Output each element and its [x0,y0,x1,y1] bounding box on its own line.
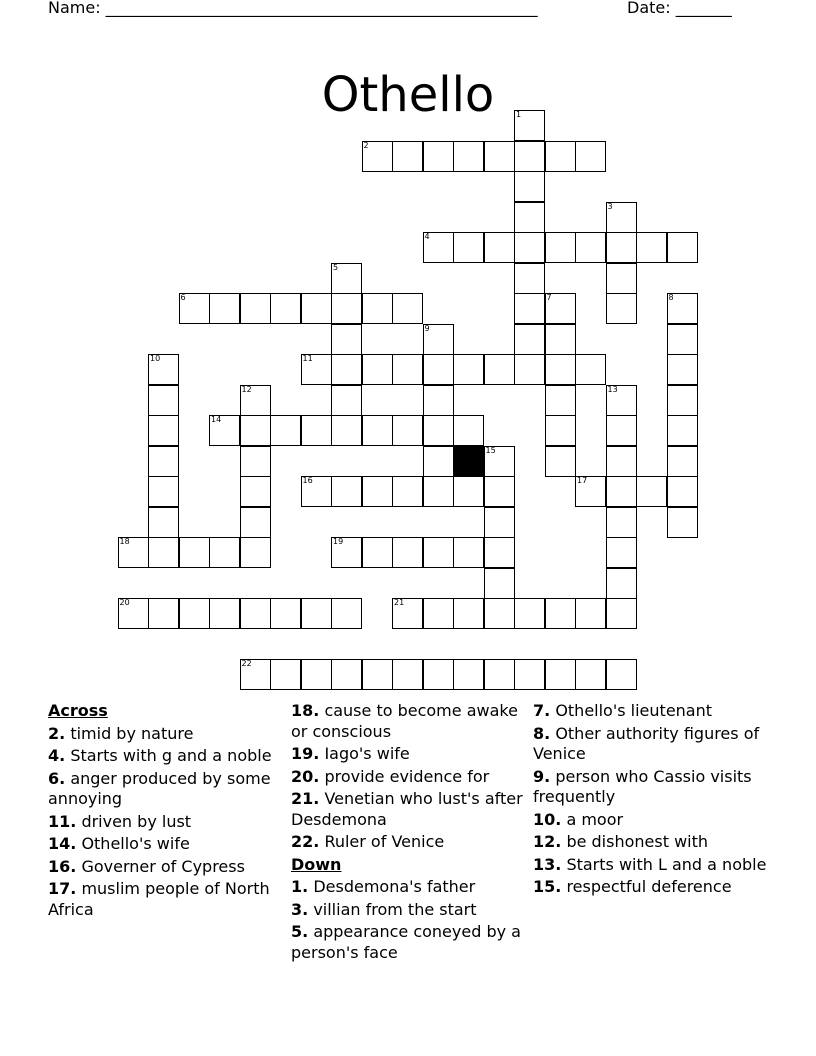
answer-square[interactable] [240,446,271,477]
blocked-square [453,446,484,477]
answer-square[interactable] [148,354,179,385]
answer-square[interactable] [545,385,576,416]
answer-square[interactable] [453,141,484,172]
clue-number: 8 [668,293,674,302]
answer-square[interactable] [423,446,454,477]
answer-square[interactable] [545,415,576,446]
answer-square[interactable] [514,293,545,324]
answer-square[interactable] [606,263,637,294]
answer-square[interactable] [179,293,210,324]
answer-square[interactable] [270,415,301,446]
answer-square[interactable] [606,537,637,568]
answer-square[interactable] [606,202,637,233]
answer-square[interactable] [545,293,576,324]
answer-square[interactable] [362,293,393,324]
answer-square[interactable] [667,476,698,507]
answer-square[interactable] [514,659,545,690]
answer-square[interactable] [667,507,698,538]
clue-column-1 [48,701,280,922]
answer-square[interactable] [606,598,637,629]
answer-square[interactable] [301,598,332,629]
clue-across-19: 19. Iago's wife [291,744,410,763]
answer-square[interactable] [423,415,454,446]
answer-square[interactable] [392,476,423,507]
clue-across-11: 11. driven by lust [48,811,192,831]
clue-number: 11 [302,354,313,363]
answer-square[interactable] [331,385,362,416]
answer-square[interactable] [148,598,179,629]
answer-square[interactable] [575,476,606,507]
answer-square[interactable] [270,293,301,324]
answer-square[interactable] [392,537,423,568]
clue-number: 18 [119,537,130,546]
answer-square[interactable] [301,476,332,507]
answer-square[interactable] [301,354,332,385]
answer-square[interactable] [118,537,149,568]
down-heading: Down [291,854,342,874]
answer-square[interactable] [240,476,271,507]
clue-number: 5 [333,262,339,272]
clue-number: 10 [150,354,161,363]
clue-number: 17 [577,476,588,485]
answer-square[interactable] [484,141,515,172]
answer-square[interactable] [453,354,484,385]
answer-square[interactable] [240,507,271,538]
answer-square[interactable] [240,415,271,446]
answer-square[interactable] [331,476,362,507]
answer-square[interactable] [240,659,271,690]
answer-square[interactable] [575,354,606,385]
clue-down-10: 10. a moor [533,809,624,829]
clue-column-3 [533,701,773,900]
answer-square[interactable] [514,232,545,263]
answer-square[interactable] [606,476,637,507]
answer-square[interactable] [575,598,606,629]
answer-square[interactable] [667,232,698,263]
answer-square[interactable] [545,232,576,263]
answer-square[interactable] [362,354,393,385]
answer-square[interactable] [331,659,362,690]
answer-square[interactable] [606,232,637,263]
answer-square[interactable] [423,354,454,385]
clue-down-7: 7. Othello's lieutenant [533,701,713,720]
answer-square[interactable] [514,324,545,355]
clue-down-3: 3. villian from the start [291,899,477,919]
clue-across-21: 21. Venetian who lust's after Desdemona [291,789,523,829]
answer-square[interactable] [545,324,576,355]
answer-square[interactable] [484,537,515,568]
answer-square[interactable] [606,446,637,477]
clue-number: 21 [394,598,405,607]
clue-across-6: 6. anger produced by some annoying [48,768,271,808]
puzzle-title: Othello [321,67,495,124]
answer-square[interactable] [453,415,484,446]
answer-square[interactable] [514,171,545,202]
clue-number: 22 [241,659,252,668]
clue-number: 14 [211,415,222,424]
answer-square[interactable] [453,476,484,507]
answer-square[interactable] [423,324,454,355]
answer-square[interactable] [453,537,484,568]
answer-square[interactable] [301,415,332,446]
answer-square[interactable] [514,598,545,629]
answer-square[interactable] [514,263,545,294]
answer-square[interactable] [575,232,606,263]
answer-square[interactable] [484,446,515,477]
answer-square[interactable] [240,293,271,324]
answer-square[interactable] [423,232,454,263]
answer-square[interactable] [636,476,667,507]
answer-square[interactable] [575,141,606,172]
clue-down-1: 1. Desdemona's father [291,877,476,896]
answer-square[interactable] [392,141,423,172]
answer-square[interactable] [362,537,393,568]
answer-square[interactable] [392,354,423,385]
answer-square[interactable] [331,293,362,324]
answer-square[interactable] [636,232,667,263]
answer-square[interactable] [392,415,423,446]
answer-square[interactable] [331,537,362,568]
clue-down-9: 9. person who Cassio visits frequently [533,766,752,806]
answer-square[interactable] [331,324,362,355]
answer-square[interactable] [484,354,515,385]
clue-across-16: 16. Governer of Cypress [48,856,245,876]
clue-across-22: 22. Ruler of Venice [291,832,445,851]
answer-square[interactable] [240,537,271,568]
answer-square[interactable] [514,202,545,233]
answer-square[interactable] [148,385,179,416]
answer-square[interactable] [423,476,454,507]
answer-square[interactable] [484,476,515,507]
answer-square[interactable] [240,385,271,416]
answer-square[interactable] [453,659,484,690]
clue-column-2 [291,701,523,965]
answer-square[interactable] [209,415,240,446]
clue-across-18: 18. cause to become awake or conscious [291,701,518,741]
across-heading: Across [48,701,108,720]
answer-square[interactable] [362,659,393,690]
answer-square[interactable] [606,415,637,446]
answer-square[interactable] [423,537,454,568]
answer-square[interactable] [606,385,637,416]
answer-square[interactable] [148,415,179,446]
answer-square[interactable] [423,141,454,172]
clue-down-13: 13. Starts with L and a noble [533,854,767,874]
answer-square[interactable] [484,598,515,629]
answer-square[interactable] [209,598,240,629]
clue-number: 1 [516,110,522,119]
answer-square[interactable] [545,354,576,385]
clue-across-17: 17. muslim people of North Africa [48,879,270,919]
clue-number: 3 [607,201,613,211]
name-field-label: Name: ______________________________________________________ [48,0,538,17]
answer-square[interactable] [484,568,515,599]
answer-square[interactable] [148,476,179,507]
answer-square[interactable] [667,324,698,355]
answer-square[interactable] [484,659,515,690]
date-field-label: Date: _______ [627,0,732,17]
clue-number: 6 [180,293,186,302]
answer-square[interactable] [423,385,454,416]
answer-square[interactable] [453,232,484,263]
answer-square[interactable] [331,354,362,385]
answer-square[interactable] [240,598,271,629]
answer-square[interactable] [179,537,210,568]
clue-number: 19 [333,537,344,546]
clue-number: 20 [119,598,130,607]
clue-across-2: 2. timid by nature [48,723,194,743]
answer-square[interactable] [362,415,393,446]
answer-square[interactable] [667,354,698,385]
clue-across-4: 4. Starts with g and a noble [48,746,272,765]
answer-square[interactable] [362,476,393,507]
answer-square[interactable] [484,232,515,263]
answer-square[interactable] [118,598,149,629]
answer-square[interactable] [331,598,362,629]
answer-square[interactable] [331,263,362,294]
answer-square[interactable] [545,598,576,629]
answer-square[interactable] [270,598,301,629]
answer-square[interactable] [453,598,484,629]
answer-square[interactable] [667,293,698,324]
answer-square[interactable] [606,659,637,690]
answer-square[interactable] [423,598,454,629]
clue-down-15: 15. respectful deference [533,877,732,896]
answer-square[interactable] [484,507,515,538]
clue-down-5: 5. appearance coneyed by a person's face [291,922,521,962]
answer-square[interactable] [606,293,637,324]
answer-square[interactable] [392,659,423,690]
answer-square[interactable] [270,659,301,690]
clue-number: 7 [546,293,552,302]
answer-square[interactable] [301,659,332,690]
answer-square[interactable] [392,293,423,324]
answer-square[interactable] [209,537,240,568]
answer-square[interactable] [545,141,576,172]
clue-number: 13 [607,384,618,394]
clue-number: 4 [424,232,430,241]
answer-square[interactable] [667,446,698,477]
clue-down-12: 12. be dishonest with [533,832,709,851]
answer-square[interactable] [575,659,606,690]
answer-square[interactable] [148,507,179,538]
answer-square[interactable] [331,415,362,446]
answer-square[interactable] [148,446,179,477]
answer-square[interactable] [606,507,637,538]
clue-number: 15 [485,445,496,455]
clue-number: 2 [363,140,369,150]
answer-square[interactable] [667,415,698,446]
clue-number: 9 [424,323,430,333]
answer-square[interactable] [667,385,698,416]
clue-across-14: 14. Othello's wife [48,834,190,853]
answer-square[interactable] [392,598,423,629]
answer-square[interactable] [362,141,393,172]
answer-square[interactable] [606,568,637,599]
answer-square[interactable] [209,293,240,324]
clue-down-8: 8. Other authority figures of Venice [533,723,760,763]
answer-square[interactable] [545,659,576,690]
clue-number: 12 [241,384,252,394]
answer-square[interactable] [514,354,545,385]
clue-across-20: 20. provide evidence for [291,766,490,786]
answer-square[interactable] [423,659,454,690]
answer-square[interactable] [514,110,545,141]
clue-number: 16 [302,476,313,485]
answer-square[interactable] [148,537,179,568]
answer-square[interactable] [301,293,332,324]
answer-square[interactable] [179,598,210,629]
answer-square[interactable] [514,141,545,172]
answer-square[interactable] [545,446,576,477]
